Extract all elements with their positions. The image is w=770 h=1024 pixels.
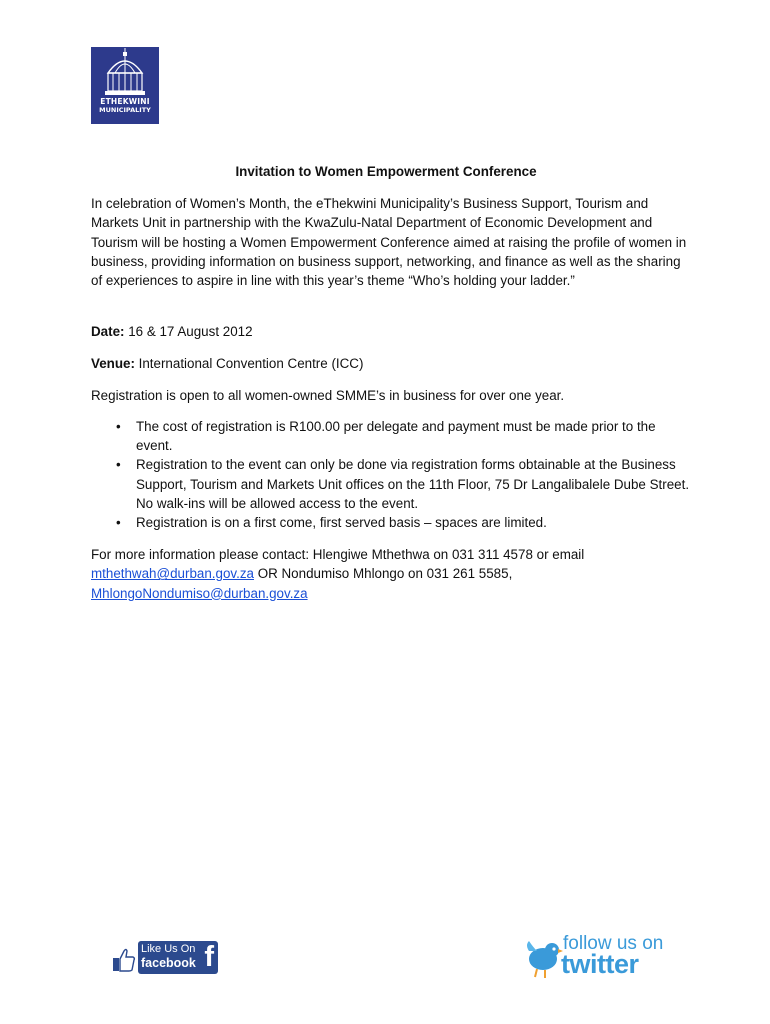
email-link-mhlongo[interactable]: MhlongoNondumiso@durban.gov.za [91,585,308,601]
twitter-badge[interactable] [523,933,673,983]
ethekwini-logo [91,47,159,124]
list-item [91,455,691,513]
date-value: 16 & 17 August 2012 [128,324,253,339]
registration-intro: Registration is open to all women-owned SMME’s in business for over one year. [91,388,565,403]
list-item [91,513,691,532]
facebook-badge[interactable] [112,941,220,975]
contact-prefix: For more information please contact: Hlengiwe Mthethwa on 031 311 4578 or email [91,547,585,562]
facebook-box [138,941,218,974]
facebook-like-text: Like Us On [141,943,196,955]
bullet-text: Registration is on a first come, first served basis – spaces are limited. [136,515,547,531]
contact-middle: OR Nondumiso Mhlongo on 031 261 5585, [253,566,513,582]
bullet-icon: • [116,419,121,434]
logo-text-ethekwini: ETHEKWINI [100,97,150,106]
contact-paragraph [91,545,691,603]
logo-text-municipality: MUNICIPALITY [99,106,151,114]
city-hall-dome-icon [91,47,159,97]
bullet-icon: • [116,457,121,473]
intro-text: In celebration of Women’s Month, the eThekwini Municipality’s Business Support, Tourism and Markets Unit in partnership with the KwaZulu-Natal Department of Economic Development and Tourism will be hosting a Women Empowerment Conference aimed at raising the profile of women in business, providing information on business support, networking, and finance as well as the sharing of experiences to aspire in line with this year’s theme “Who’s holding your ladder.” [91,196,687,289]
facebook-f-icon: f [204,941,214,973]
date-label: Date: [91,324,125,339]
twitter-bird-icon [523,939,563,981]
bullet-text: The cost of registration is R100.00 per delegate and payment must be made prior to the event. [136,419,656,454]
list-item [91,417,691,455]
venue-line [91,354,691,373]
venue-label: Venue: [91,356,135,371]
twitter-follow-text: follow us on [563,933,664,954]
facebook-name: facebook [141,956,196,970]
bullet-icon: • [116,515,121,531]
bullet-text: Registration to the event can only be done via registration forms obtainable at the Business Support, Tourism and Markets Unit offices on the 11th Floor, 75 Dr Langalibalele Dube Street. No walk-ins will be allowed access to the event. [136,457,690,511]
intro-paragraph [91,194,691,290]
document-title: Invitation to Women Empowerment Conference [235,164,537,179]
venue-value: International Convention Centre (ICC) [138,356,364,371]
email-link-mthethwah[interactable]: mthethwah@durban.gov.za [91,566,254,582]
twitter-name: twitter [561,949,639,979]
registration-bullets [91,417,691,532]
date-line [91,322,691,341]
thumbs-up-icon [112,947,136,973]
